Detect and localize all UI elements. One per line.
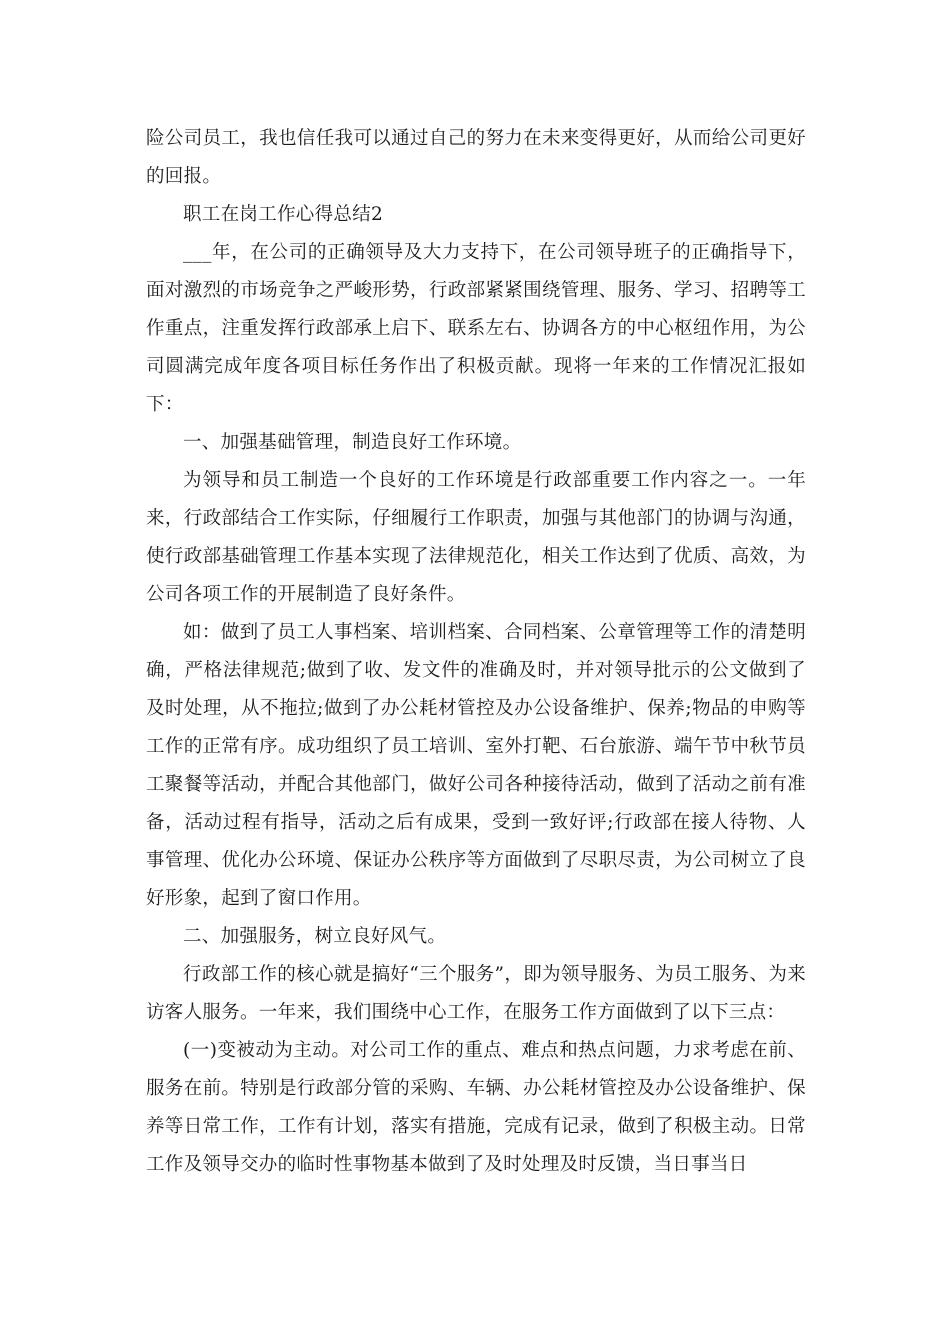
heading-one: 一、加强基础管理，制造良好工作环境。: [183, 432, 522, 453]
heading-two: 二、加强服务，树立良好风气。: [183, 926, 447, 947]
paragraph-intro: ___年，在公司的正确领导及大力支持下，在公司领导班子的正确指导下，面对激烈的市场竞争之严峻形势，行政部紧紧围绕管理、服务、学习、招聘等工作重点，注重发挥行政部承上启下、联系左右、协调各方的中心枢纽作用，为公司圆满完成年度各项目标任务作出了积极贡献。现将一年来的工作情况汇报如下：: [146, 242, 806, 415]
paragraph-services: 行政部工作的核心就是搞好“三个服务”，即为领导服务、为员工服务、为来访客人服务。一年来，我们围绕中心工作，在服务工作方面做到了以下三点：: [146, 964, 806, 1023]
paragraph-continuation: 险公司员工，我也信任我可以通过自己的努力在未来变得更好，从而给公司更好的回报。: [146, 128, 806, 187]
paragraph-examples: 如：做到了员工人事档案、培训档案、合同档案、公章管理等工作的清楚明确，严格法律规范;做到了收、发文件的准确及时，并对领导批示的公文做到了及时处理，从不拖拉;做到了办公耗材管控及办公设备维护、保养;物品的申购等工作的正常有序。成功组织了员工培训、室外打靶、石台旅游、端午节中秋节员工聚餐等活动，并配合其他部门，做好公司各种接待活动，做到了活动之前有准备，活动过程有指导，活动之后有成果，受到一致好评;行政部在接人待物、人事管理、优化办公环境、保证办公秩序等方面做到了尽职尽责，为公司树立了良好形象，起到了窗口作用。: [146, 622, 806, 909]
document-body: [146, 120, 806, 1184]
section-title: 职工在岗工作心得总结2: [183, 204, 384, 225]
paragraph-proactive: (一)变被动为主动。对公司工作的重点、难点和热点问题，力求考虑在前、服务在前。特别是行政部分管的采购、车辆、办公耗材管控及办公设备维护、保养等日常工作，工作有计划，落实有措施，完成有记录，做到了积极主动。日常工作及领导交办的临时性事物基本做到了及时处理及时反馈，当日事当日: [146, 1040, 806, 1175]
paragraph-environment: 为领导和员工制造一个良好的工作环境是行政部重要工作内容之一。一年来，行政部结合工作实际，仔细履行工作职责，加强与其他部门的协调与沟通，使行政部基础管理工作基本实现了法律规范化，相关工作达到了优质、高效，为公司各项工作的开展制造了良好条件。: [146, 470, 806, 605]
